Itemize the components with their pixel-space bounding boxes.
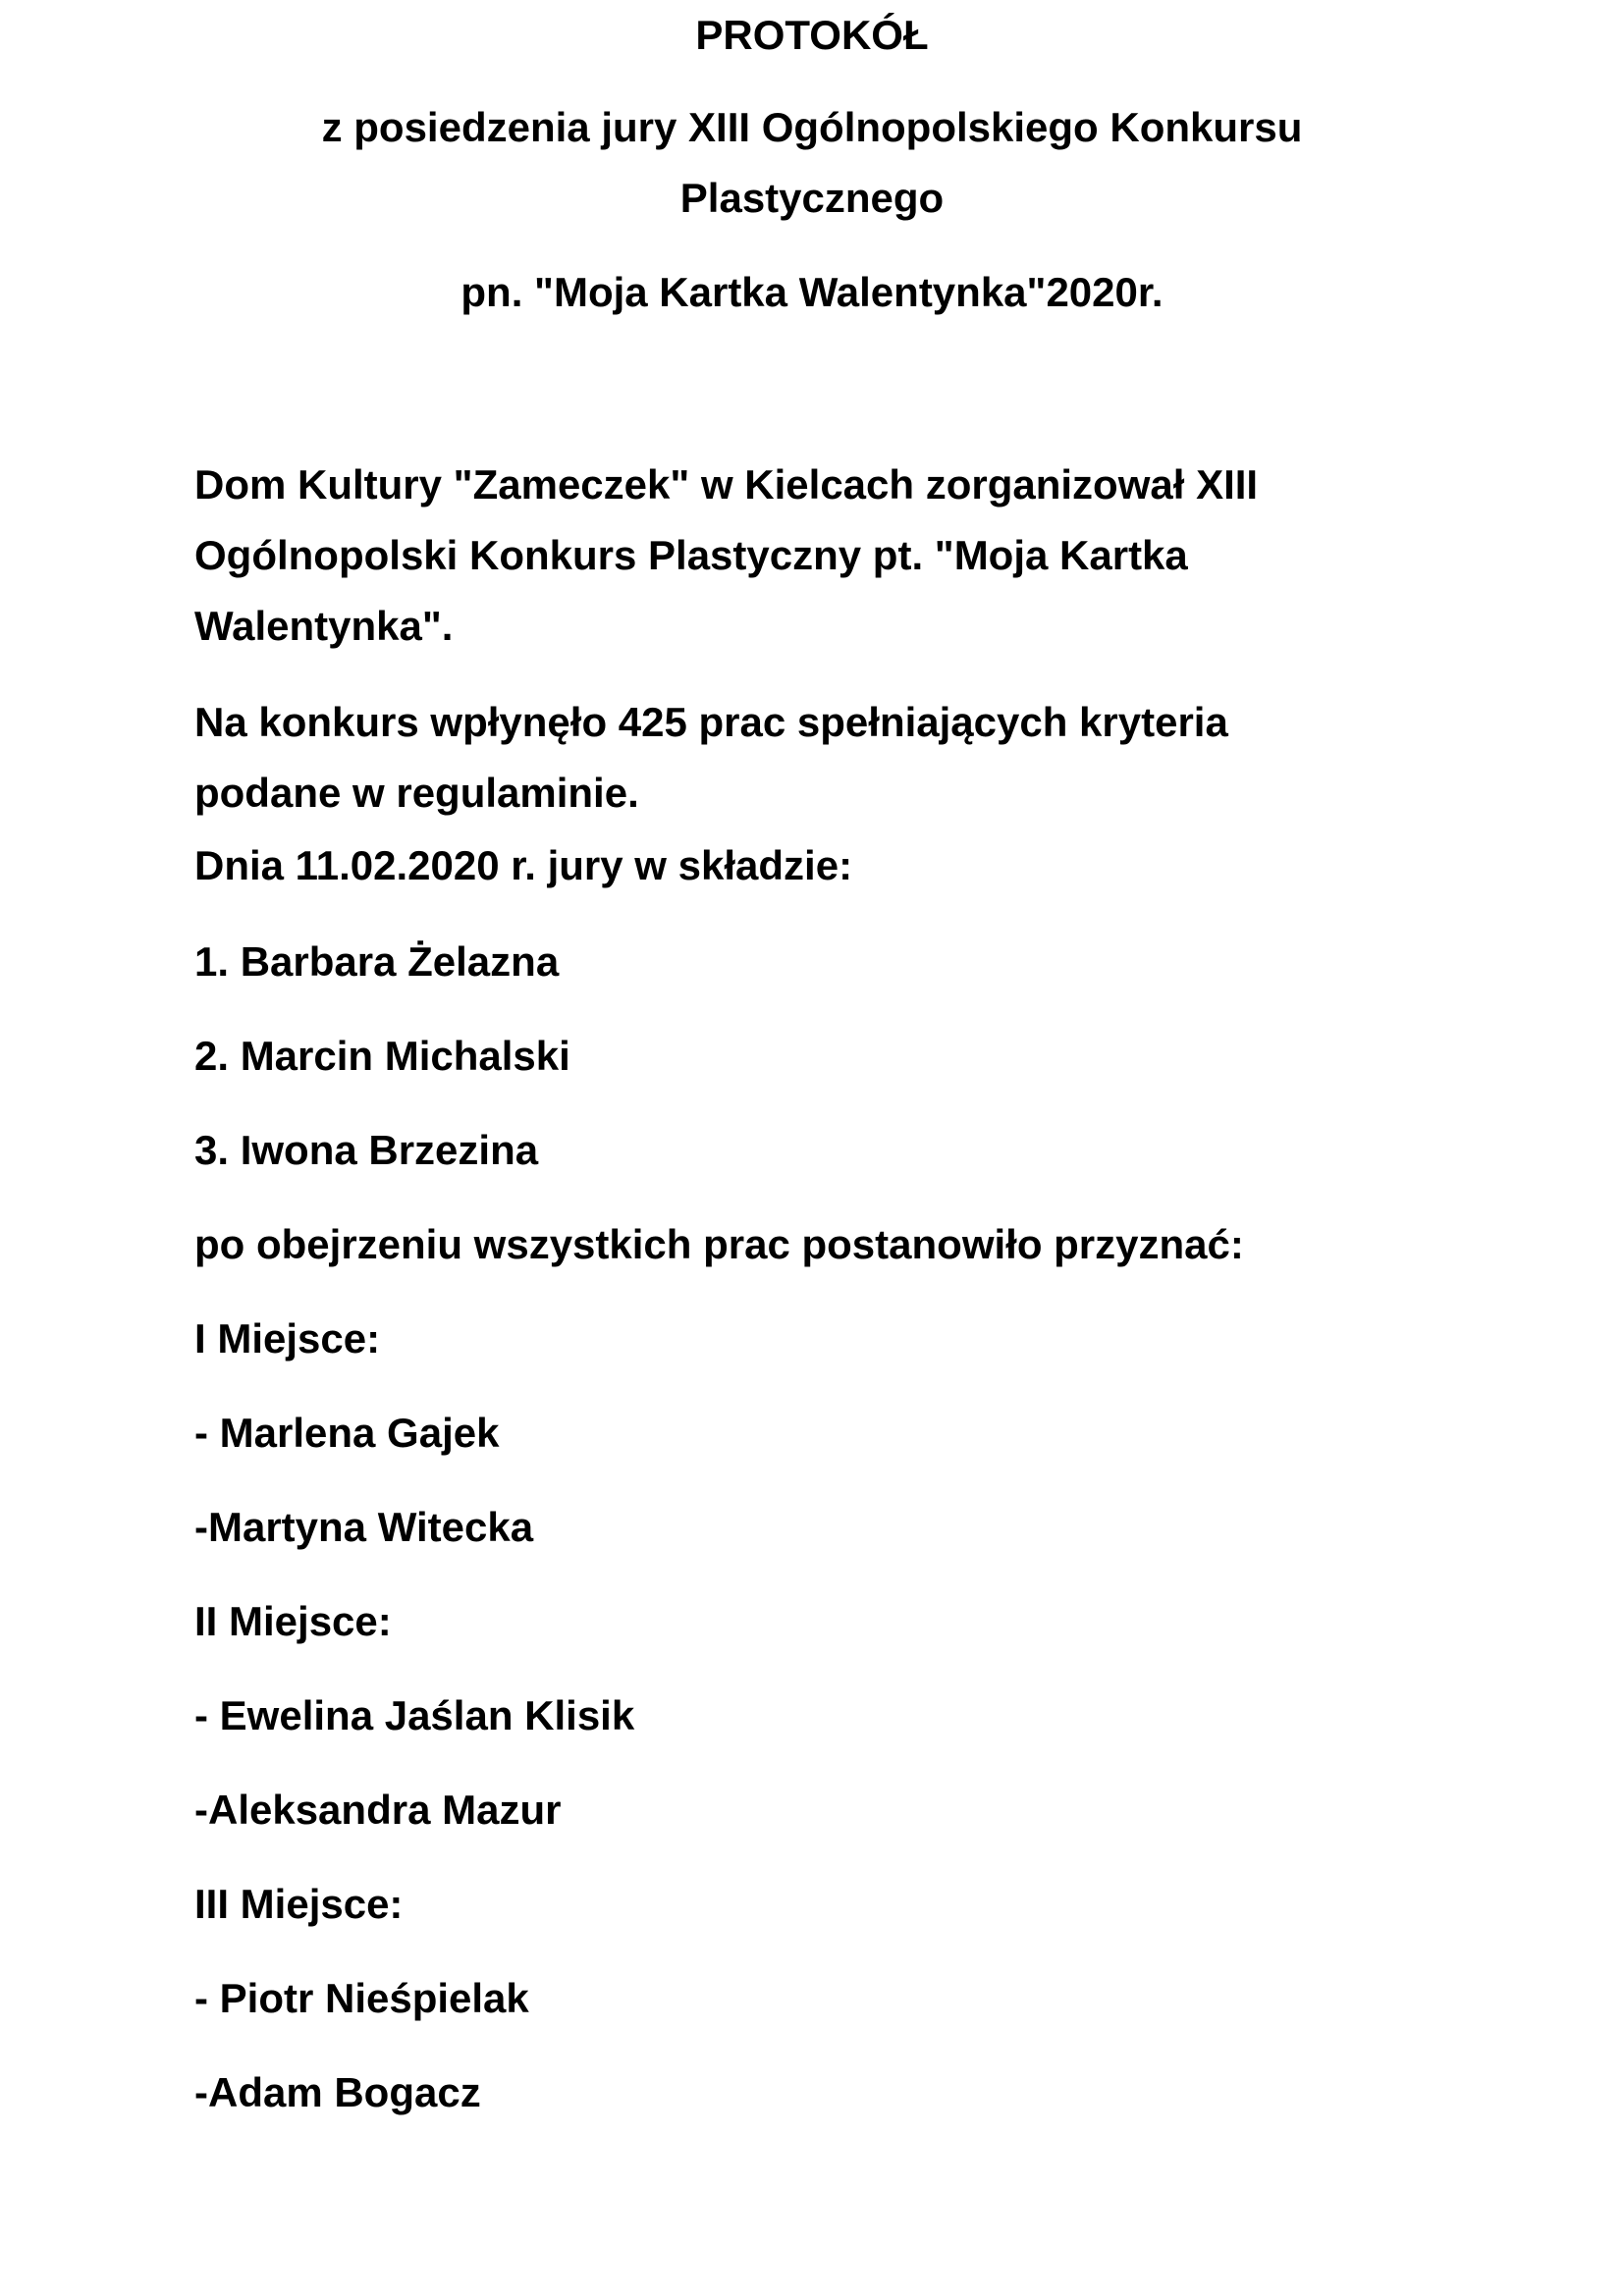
place-3-winner-2: -Adam Bogacz (194, 2069, 481, 2115)
place-1-winner-1: - Marlena Gajek (194, 1410, 500, 1456)
place-1-label: I Miejsce: (194, 1315, 381, 1362)
place-2-winner-2: -Aleksandra Mazur (194, 1787, 562, 1833)
date-line: Dnia 11.02.2020 r. jury w składzie: (194, 842, 853, 888)
jury-member-2: 2. Marcin Michalski (194, 1033, 570, 1079)
subtitle-line-2: Plastycznego (679, 175, 945, 221)
document-title: PROTOKÓŁ (695, 12, 929, 58)
place-2-winner-1: - Ewelina Jaślan Klisik (194, 1692, 635, 1738)
place-2-label: II Miejsce: (194, 1598, 392, 1644)
subtitle-line-3: pn. "Moja Kartka Walentynka"2020r. (460, 269, 1164, 315)
intro-paragraph: Dom Kultury "Zameczek" w Kielcach zorganizował XIII Ogólnopolski Konkurs Plastyczny pt. "Moja Kartka Walentynka". (194, 461, 1259, 649)
decision-line: po obejrzeniu wszystkich prac postanowiło przyznać: (194, 1221, 1244, 1267)
place-1-winner-2: -Martyna Witecka (194, 1504, 534, 1550)
place-3-winner-1: - Piotr Nieśpielak (194, 1975, 529, 2021)
jury-member-1: 1. Barbara Żelazna (194, 938, 560, 985)
submissions-paragraph: Na konkurs wpłynęło 425 prac spełniających kryteria podane w regulaminie. (194, 699, 1228, 816)
jury-member-3: 3. Iwona Brzezina (194, 1127, 539, 1173)
subtitle-line-1: z posiedzenia jury XIII Ogólnopolskiego Konkursu (321, 104, 1303, 150)
place-3-label: III Miejsce: (194, 1881, 404, 1927)
